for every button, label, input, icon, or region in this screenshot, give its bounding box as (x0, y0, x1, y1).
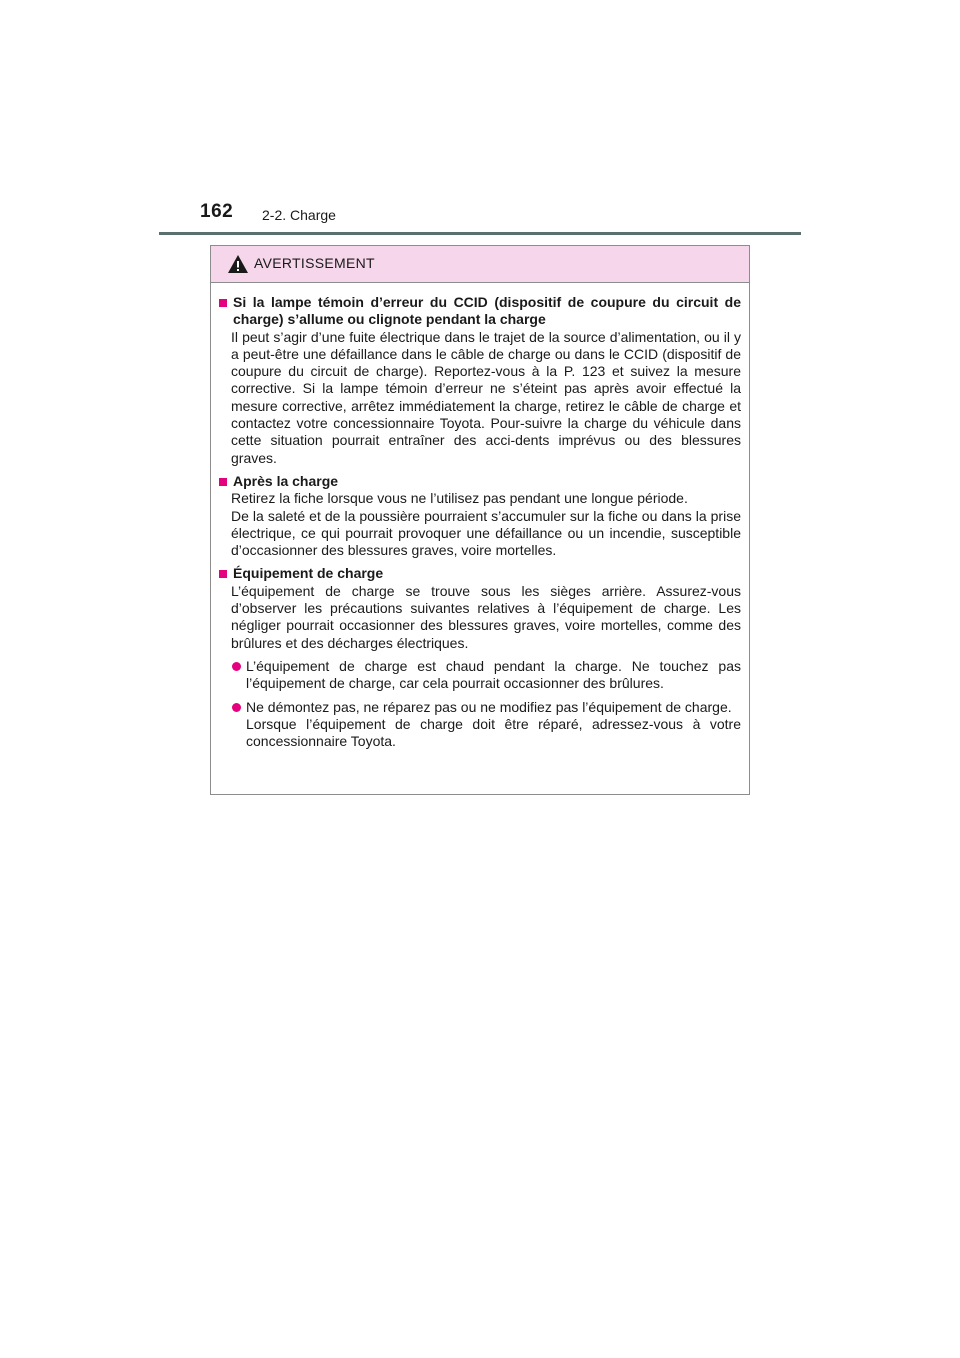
bullet-line: Lorsque l’équipement de charge doit être réparé, adressez-vous à votre concessionnaire Toyota. (246, 715, 741, 750)
page-number: 162 (200, 201, 234, 222)
section-heading (218, 294, 741, 329)
section-paragraph (231, 490, 741, 559)
section-paragraph: L’équipement de charge se trouve sous les sièges arrière. Assurez-vous d’observer les précautions suivantes relatives à l’équipement de charge. Les négliger pourrait occasionner des blessures graves, voire mortelles, comme des brûlures et des décharges électriques. (231, 582, 741, 651)
section-paragraph: Il peut s’agir d’une fuite électrique dans le trajet de la source d’alimentation, ou il y a peut-être une défaillance dans le câble de charge ou dans le CCID (dispositif de coupure du circuit de charge). Reportez-vous à la P. 123 et suivez la mesure corrective. Si la lampe témoin d’erreur ne s’éteint pas après avoir effectué la mesure corrective, arrêtez immédiatement la charge, retirez le câble de charge et contactez votre concessionnaire Toyota. Pour-suivre la charge du véhicule dans cette situation pourrait entraîner des acci-dents imprévus ou des blessures graves. (231, 328, 741, 466)
circle-bullet-icon (232, 703, 241, 712)
warning-body (211, 283, 749, 750)
warning-box (210, 245, 750, 795)
bullet-item (231, 658, 741, 693)
bullet-item (231, 699, 741, 751)
section-ccid-error (218, 294, 741, 467)
section-heading-text: Si la lampe témoin d’erreur du CCID (dispositif de coupure du circuit de charge) s’allume ou clignote pendant la charge (233, 294, 741, 328)
header-rule (159, 232, 801, 235)
warning-header (211, 246, 749, 283)
warning-triangle-icon (227, 254, 249, 274)
square-bullet-icon (219, 570, 227, 578)
bullet-text: L’équipement de charge est chaud pendant la charge. Ne touchez pas l’équipement de charge, car cela pourrait occasionner des brûlures. (246, 657, 741, 692)
circle-bullet-icon (232, 662, 241, 671)
bullet-text (246, 699, 741, 751)
section-charging-equipment (218, 565, 741, 750)
square-bullet-icon (219, 299, 227, 307)
paragraph-line: De la saleté et de la poussière pourraient s’accumuler sur la fiche ou dans la prise électrique, ce qui pourrait provoquer une défaillance ou un incendie, susceptible d’occasionner des blessures graves, voire mortelles. (231, 507, 741, 559)
section-heading (218, 473, 741, 490)
paragraph-line: Retirez la fiche lorsque vous ne l’utilisez pas pendant une longue période. (231, 490, 688, 507)
section-title: 2-2. Charge (262, 207, 336, 223)
section-heading-text: Après la charge (233, 472, 339, 489)
bullet-line: Ne démontez pas, ne réparez pas ou ne modifiez pas l’équipement de charge. (246, 698, 732, 715)
warning-title: AVERTISSEMENT (254, 255, 375, 271)
section-heading (218, 565, 741, 582)
square-bullet-icon (219, 478, 227, 486)
section-after-charge (218, 473, 741, 559)
section-heading-text: Équipement de charge (233, 565, 384, 582)
